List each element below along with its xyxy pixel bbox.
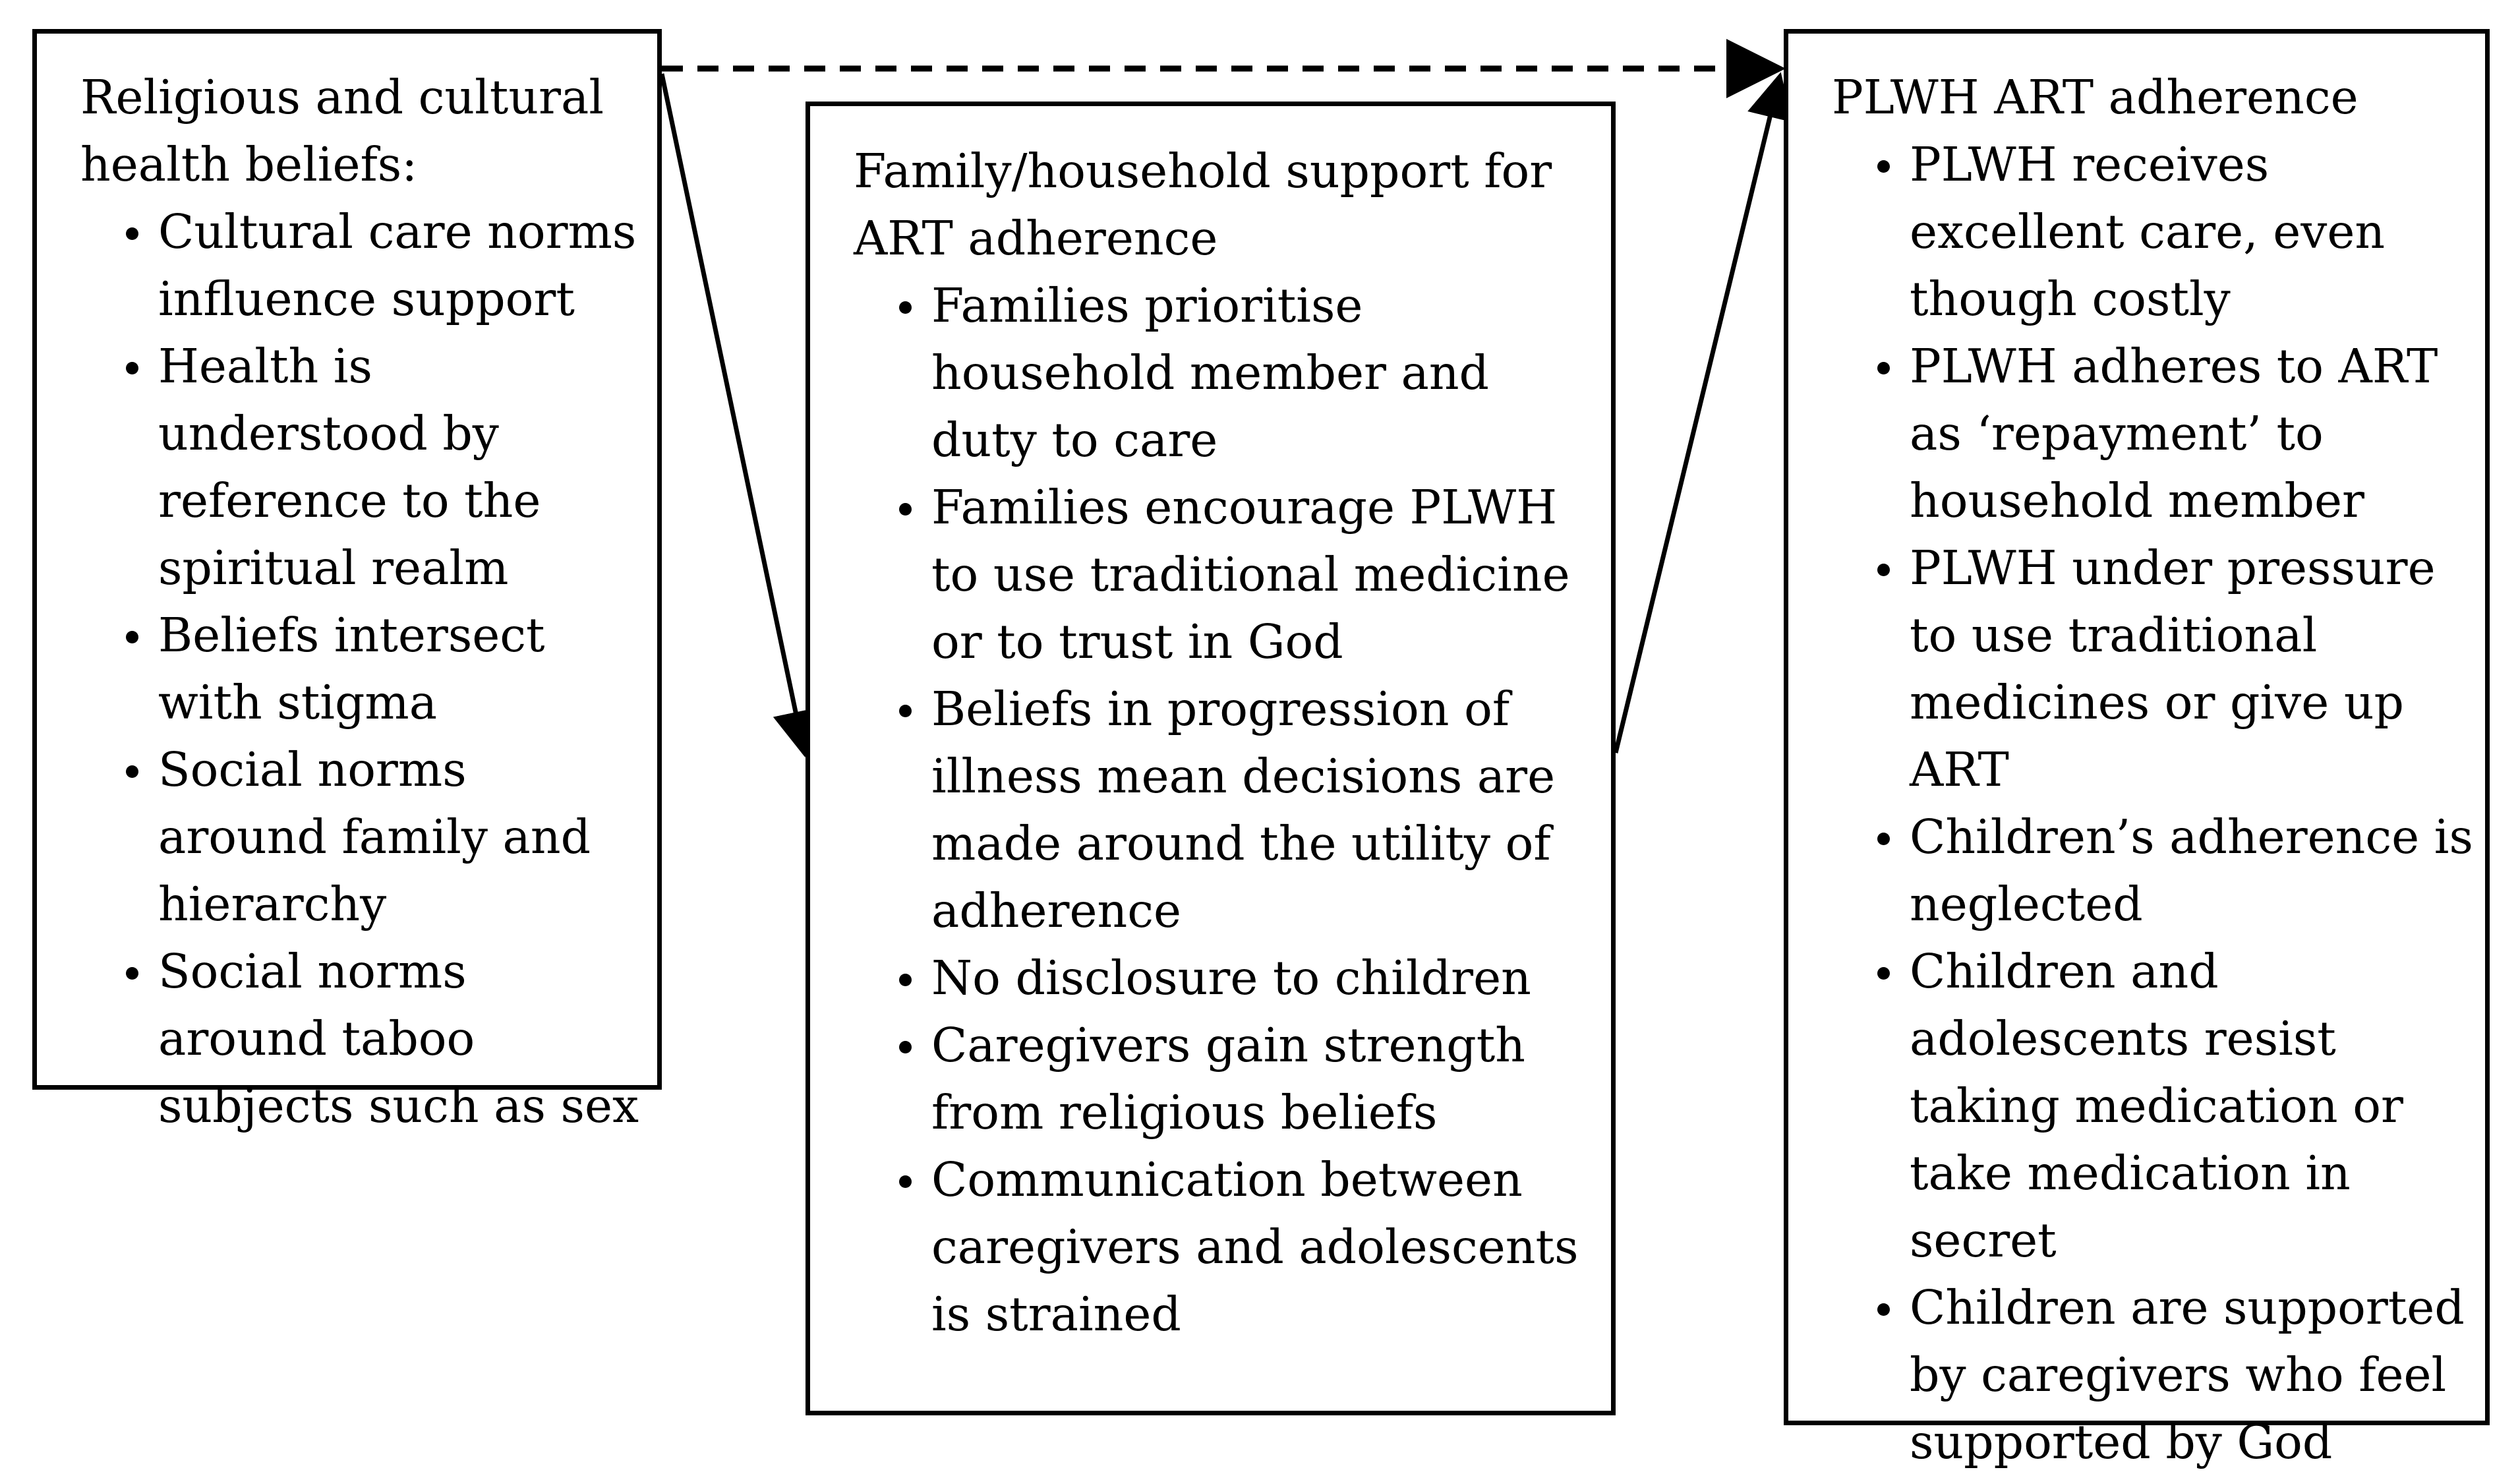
religious-cultural-beliefs-box <box>32 29 662 1133</box>
box-title: Religious and cultural health beliefs: <box>80 70 604 192</box>
list-item: Beliefs intersect with stigma <box>80 602 644 736</box>
list-item: Children are supported by caregivers who feel supported by God <box>1832 1274 2478 1476</box>
list-item: Caregivers gain strength from religious beliefs <box>854 1012 1598 1146</box>
list-item: PLWH under pressure to use traditional medicines or give up ART <box>1832 535 2478 804</box>
list-item: Families encourage PLWH to use traditional medicine or to trust in God <box>854 474 1598 676</box>
box-title: PLWH ART adherence <box>1832 70 2359 125</box>
list-item: PLWH adheres to ART as ‘repayment’ to household member <box>1832 333 2478 535</box>
list-item: Cultural care norms influence support <box>80 198 644 333</box>
list-item: PLWH receives excellent care, even though costly <box>1832 131 2478 333</box>
list-item: No disclosure to children <box>854 945 1598 1012</box>
list-item: Communication between caregivers and adolescents is strained <box>854 1146 1598 1348</box>
list-item: Social norms around family and hierarchy <box>80 736 644 938</box>
list-item: Families prioritise household member and duty to care <box>854 272 1598 474</box>
list-item: Children’s adherence is neglected <box>1832 804 2478 938</box>
list-item: Beliefs in progression of illness mean decisions are made around the utility of adherence <box>854 676 1598 945</box>
list-item: Social norms around taboo subjects such as sex <box>80 938 644 1140</box>
list-item: Children and adolescents resist taking medication or take medication in secret <box>1832 938 2478 1274</box>
list-item: Health is understood by reference to the spiritual realm <box>80 333 644 602</box>
support-list <box>854 272 1598 1348</box>
art-adherence-box <box>1784 29 2490 1469</box>
box-title: Family/household support for ART adherence <box>854 144 1552 266</box>
arrow-support-to-adherence <box>1616 76 1780 753</box>
beliefs-list <box>80 198 644 1140</box>
family-support-box <box>806 102 1616 1415</box>
arrow-beliefs-to-support <box>662 74 804 753</box>
adherence-list <box>1832 131 2478 1476</box>
